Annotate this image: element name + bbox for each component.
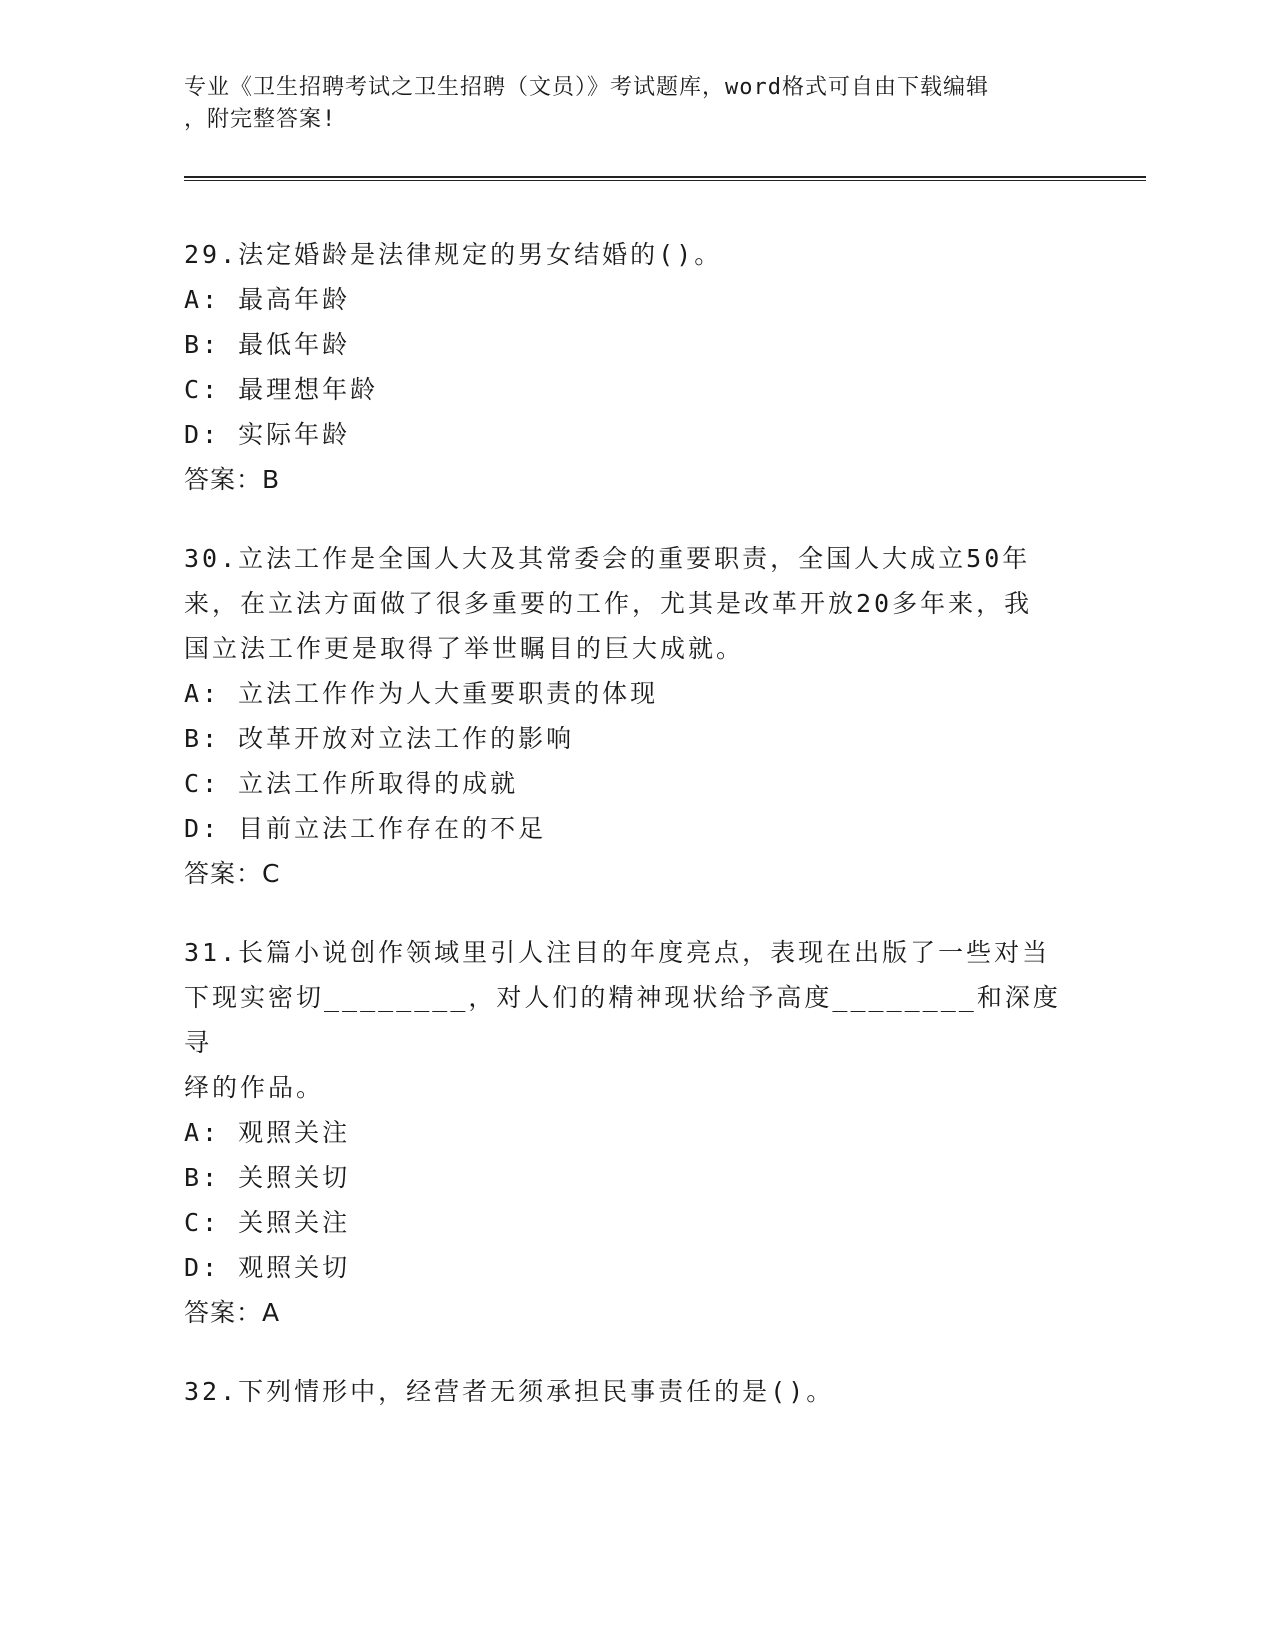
header-line-2: ，附完整答案! [184, 107, 337, 132]
question-32 [184, 1369, 1084, 1414]
option-a: A: 最高年龄 [184, 285, 351, 314]
header-line-1: 专业《卫生招聘考试之卫生招聘（文员）》考试题库，word格式可自由下载编辑 [184, 75, 989, 100]
option-d: D: 实际年龄 [184, 420, 351, 449]
question-29 [184, 232, 1084, 502]
option-a: A: 观照关注 [184, 1118, 351, 1147]
question-text-line: 31.长篇小说创作领域里引人注目的年度亮点，表现在出版了一些对当 [184, 938, 1051, 967]
option-c: C: 最理想年龄 [184, 375, 379, 404]
question-text-line: 来，在立法方面做了很多重要的工作，尤其是改革开放20多年来，我 [184, 589, 1033, 618]
option-c: C: 立法工作所取得的成就 [184, 769, 519, 798]
document-header [184, 72, 1064, 136]
question-text-line: 下现实密切________，对人们的精神现状给予高度________和深度寻 [184, 983, 1061, 1057]
header-divider [184, 176, 1146, 181]
question-30 [184, 536, 1084, 896]
question-31 [184, 930, 1084, 1335]
question-text: 32.下列情形中，经营者无须承担民事责任的是()。 [184, 1377, 835, 1406]
option-d: D: 目前立法工作存在的不足 [184, 814, 547, 843]
question-text-line: 绎的作品。 [184, 1073, 325, 1102]
option-a: A: 立法工作作为人大重要职责的体现 [184, 679, 659, 708]
option-b: B: 关照关切 [184, 1163, 351, 1192]
option-b: B: 最低年龄 [184, 330, 351, 359]
answer: 答案：A [184, 1298, 281, 1327]
question-text-line: 30.立法工作是全国人大及其常委会的重要职责，全国人大成立50年 [184, 544, 1031, 573]
question-text-line: 国立法工作更是取得了举世瞩目的巨大成就。 [184, 634, 745, 663]
answer: 答案：B [184, 465, 281, 494]
answer: 答案：C [184, 859, 281, 888]
option-d: D: 观照关切 [184, 1253, 351, 1282]
option-c: C: 关照关注 [184, 1208, 351, 1237]
question-text: 29.法定婚龄是法律规定的男女结婚的()。 [184, 240, 723, 269]
option-b: B: 改革开放对立法工作的影响 [184, 724, 575, 753]
question-list [184, 232, 1084, 1448]
